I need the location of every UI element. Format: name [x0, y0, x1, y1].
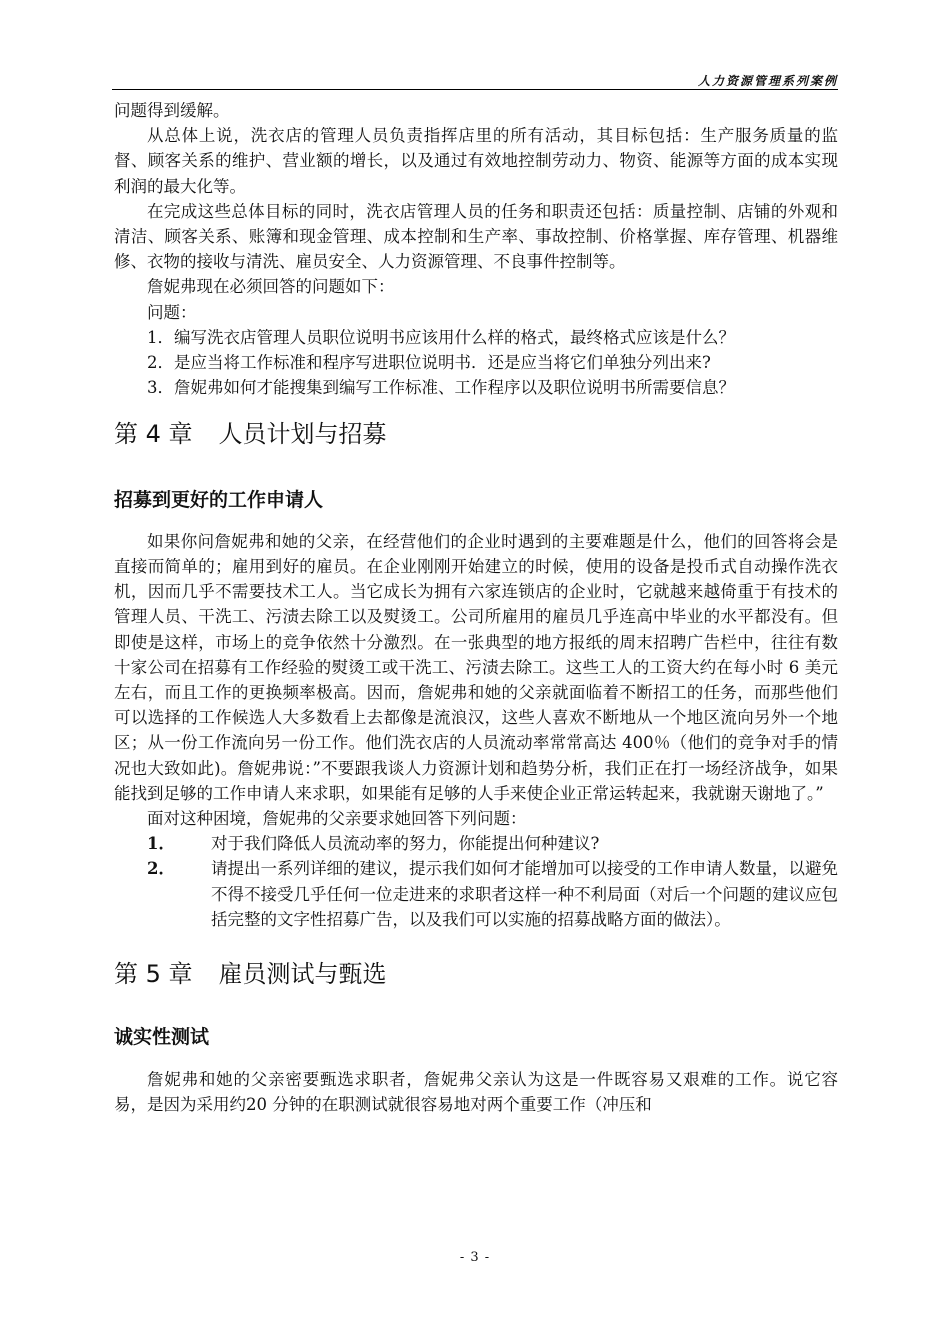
- questions-label: 问题：: [147, 302, 197, 322]
- paragraph: 面对这种困境，詹妮弗的父亲要求她回答下列问题：: [147, 809, 527, 829]
- chapter-title: 人员计划与招募: [218, 420, 387, 449]
- page-content: [114, 98, 838, 1117]
- header-rule: [112, 89, 838, 90]
- numbered-question: [114, 856, 838, 932]
- paragraph: 从总体上说，洗衣店的管理人员负责指挥店里的所有活动，其目标包括：生产服务质量的监督、顾客关系的维护、营业额的增长，以及通过有效地控制劳动力、物资、能源等方面的成本实现利润的最大化等。: [114, 126, 838, 196]
- paragraph: 詹妮弗和她的父亲密要甄选求职者，詹妮弗父亲认为这是一件既容易又艰难的工作。说它容易，是因为采用约20 分钟的在职测试就很容易地对两个重要工作（冲压和: [114, 1069, 838, 1114]
- question-number: 2．: [147, 859, 175, 879]
- chapter-title: 雇员测试与甄选: [218, 960, 387, 989]
- question-text: 对于我们降低人员流动率的努力，你能提出何种建议?: [211, 834, 600, 854]
- paragraph: 如果你问詹妮弗和她的父亲，在经营他们的企业时遇到的主要难题是什么，他们的回答将会是直接而简单的；雇用到好的雇员。在企业刚刚开始建立的时候，使用的设备是投币式自动操作洗衣机，因而几乎不需要技术工人。当它成长为拥有六家连锁店的企业时，它就越来越倚重于有技术的管理人员、干洗工、污渍去除工以及熨烫工。公司所雇用的雇员几乎连高中毕业的水平都没有。但即使是这样，市场上的竞争依然十分激烈。在一张典型的地方报纸的周末招聘广告栏中，往往有数十家公司在招募有工作经验的熨烫工或干洗工、污渍去除工。这些工人的工资大约在每小时 6 美元左右，而且工作的更换频率极高。因而，詹妮弗和她的父亲就面临着不断招工的任务，而那些他们可以选择的工作候选人大多数看上去都像是流浪汉，这些人喜欢不断地从一个地区流向另外一个地区；从一份工作流向另一份工作。他们洗衣店的人员流动率常常高达 400％（他们的竞争对手的情况也大致如此)。詹妮弗说：”不要跟我谈人力资源计划和趋势分析，我们正在打一场经济战争，如果能找到足够的工作申请人来求职，如果能有足够的人手来使企业正常运转起来，我就谢天谢地了。”: [114, 531, 838, 803]
- numbered-question: [114, 831, 838, 856]
- chapter-heading: [114, 422, 838, 447]
- chapter-number: 第 4 章: [114, 420, 193, 449]
- running-header: 人力资源管理系列案例: [697, 74, 838, 88]
- question-item: 1．编写洗衣店管理人员职位说明书应该用什么样的格式，最终格式应该是什么？: [147, 327, 735, 347]
- question-text: 请提出一系列详细的建议，提示我们如何才能增加可以接受的工作申请人数量，以避免不得不接受几乎任何一位走进来的求职者这样一种不利局面（对后一个问题的建议应包括完整的文字性招募广告，以及我们可以实施的招募战略方面的做法）。: [211, 859, 838, 929]
- question-item: 3．詹妮弗如何才能搜集到编写工作标准、工作程序以及职位说明书所需要信息？: [147, 378, 735, 398]
- paragraph: 问题得到缓解。: [114, 101, 230, 120]
- chapter-heading: [114, 962, 838, 987]
- paragraph: 在完成这些总体目标的同时，洗衣店管理人员的任务和职责还包括：质量控制、店铺的外观和清洁、顾客关系、账簿和现金管理、成本控制和生产率、事故控制、价格掌握、库存管理、机器维修、衣物的接收与清洗、雇员安全、人力资源管理、不良事件控制等。: [114, 201, 838, 272]
- question-number: 1．: [147, 834, 175, 854]
- paragraph: 詹妮弗现在必须回答的问题如下：: [147, 277, 395, 297]
- question-item: 2．是应当将工作标准和程序写进职位说明书．还是应当将它们单独分列出来?: [147, 353, 711, 373]
- chapter-number: 第 5 章: [114, 960, 193, 989]
- page-number: - 3 -: [459, 1250, 491, 1265]
- section-title: 招募到更好的工作申请人: [114, 488, 324, 511]
- section-title: 诚实性测试: [114, 1026, 210, 1049]
